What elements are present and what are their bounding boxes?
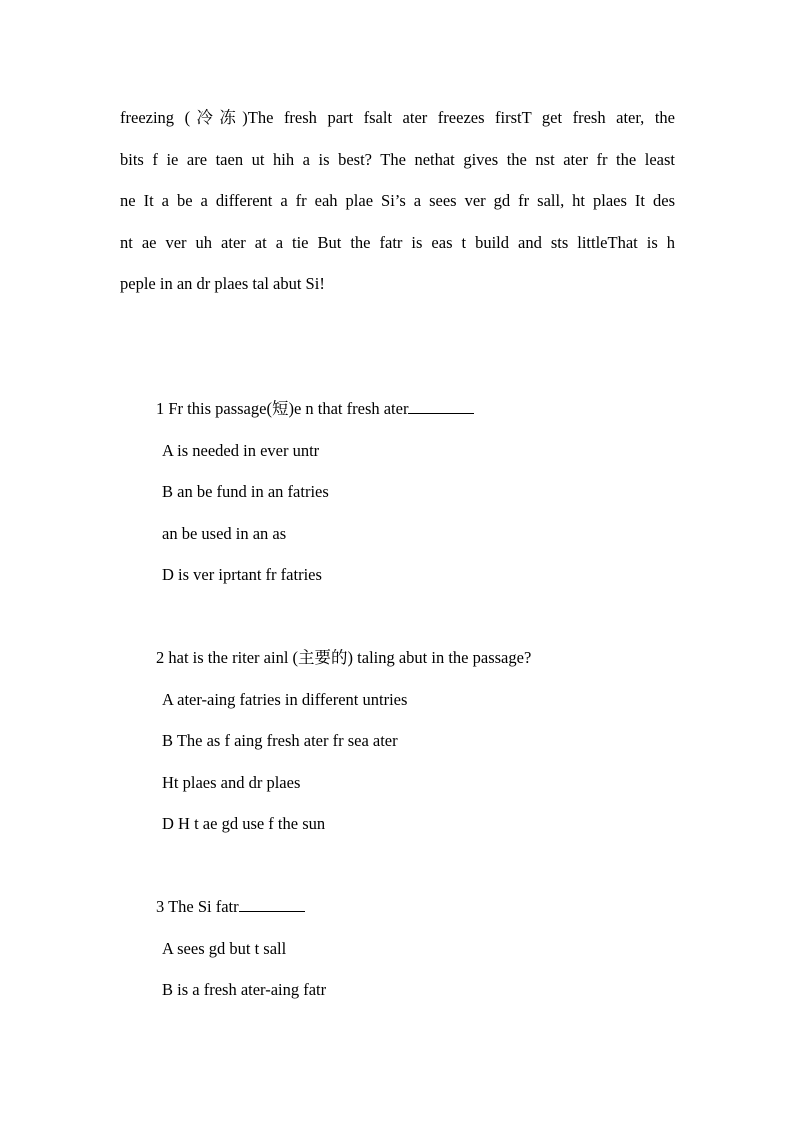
answer-option[interactable]: D is ver iprtant fr fatries — [162, 565, 322, 584]
answer-option[interactable]: Ht plaes and dr plaes — [162, 772, 301, 792]
answer-option[interactable]: an be used in an as — [162, 523, 287, 543]
passage-line: nt ae ver uh ater at a tie But the fatr is eas t build and sts littleThat is h — [120, 232, 675, 252]
question-list — [0, 388, 794, 1011]
question-1 — [0, 388, 794, 637]
answer-option[interactable]: A is needed in ever untr — [162, 440, 320, 460]
passage-line: peple in an dr plaes tal abut Si! — [120, 274, 325, 293]
answer-option[interactable]: B The as f aing fresh ater fr sea ater — [162, 731, 398, 750]
question-stem — [0, 388, 794, 430]
answer-blank — [408, 399, 474, 414]
passage-line: freezing (冷冻)The fresh part fsalt ater freezes firstT get fresh ater, the — [120, 108, 675, 127]
reading-passage — [120, 97, 675, 305]
question-text: 3 The Si fatr — [156, 897, 239, 916]
question-3 — [0, 886, 794, 1011]
passage-line: bits f ie are taen ut hih a is best? The nethat gives the nst ater fr the least — [120, 149, 675, 169]
answer-blank — [239, 897, 305, 912]
answer-option[interactable]: A ater-aing fatries in different untries — [162, 689, 408, 709]
answer-option[interactable]: A sees gd but t sall — [162, 938, 287, 958]
question-stem — [0, 886, 794, 928]
passage-line: ne It a be a different a fr eah plae Si’s a sees ver gd fr sall, ht plaes It des — [120, 191, 675, 210]
question-text: 1 Fr this passage(短)e n that fresh ater — [156, 399, 409, 418]
question-spacer — [0, 596, 794, 638]
answer-option[interactable]: B an be fund in an fatries — [162, 482, 329, 501]
answer-option[interactable]: D H t ae gd use f the sun — [162, 814, 326, 833]
question-spacer — [0, 845, 794, 887]
question-2 — [0, 637, 794, 886]
question-text: 2 hat is the riter ainl (主要的) taling abut in the passage? — [156, 648, 532, 667]
question-stem — [0, 637, 794, 679]
answer-option[interactable]: B is a fresh ater-aing fatr — [162, 980, 327, 999]
